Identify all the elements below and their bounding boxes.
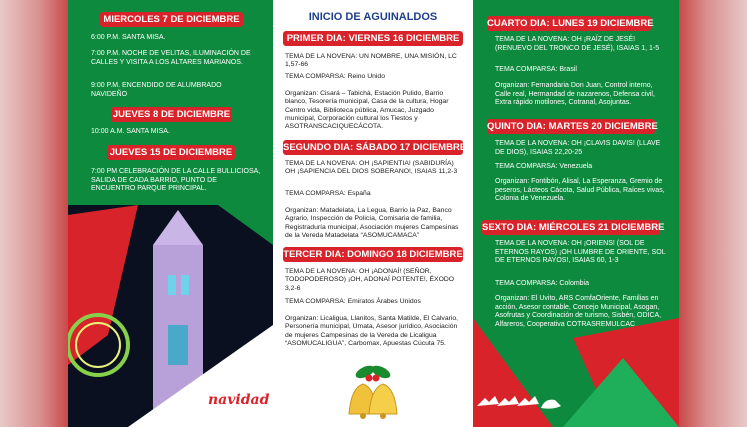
day-header-cuarto-dia: CUARTO DIA: LUNES 19 DICIEMBRE	[487, 18, 654, 29]
navidad-text: navidad	[208, 392, 270, 408]
santa-sleigh-icon	[475, 388, 565, 414]
comparsa-theme: TEMA COMPARSA: España	[285, 190, 371, 197]
organizers: Organizan: Fontibón, Alisal, La Esperanza, Gremio de peseros, Lácteos Cácota, Salud Pública, Raíces vivas, Colonia de Venezuela.	[495, 178, 665, 203]
novena-theme: TEMA DE LA NOVENA: UN NOMBRE, UNA MISIÓN, LC 1,57-66	[285, 53, 457, 69]
novena-theme: TEMA DE LA NOVENA: OH ¡SAPIENTIA! (SABIDURÍA) OH ¡SAPIENCIA DEL DIOS SOBERANO!, ISAIAS 11,2-3	[285, 160, 458, 176]
organizers: Organizan: Cisará – Tabichá, Estación Pulido, Barrio blanco, Tesorería municipal, Casa de la cultura, Hogar Centro vida, Biblioteca pública, Amucac, Juzgado municipal, Corporación cultural los Tiestos y ASOTRANSCACIQUECÁCOTA.	[285, 90, 449, 131]
organizers: Organizan: Matadelata, La Legua, Barrio la Paz, Banco Agrario, Inspección de Policía, Comisaria de familia, Registraduría municipal, Asociación mujeres Campesinas de la Vereda Matadelata “ASOMUCAMACA”	[285, 207, 459, 239]
day-header-sexto-dia: SEXTO DIA: MIÉRCOLES 21 DICIEMBRE	[482, 222, 665, 233]
comparsa-theme: TEMA COMPARSA: Emiratos Árabes Unidos	[285, 298, 421, 305]
comparsa-theme: TEMA COMPARSA: Reino Unido	[285, 73, 385, 80]
novena-theme: TEMA DE LA NOVENA: OH ¡ORIENS! (SOL DE ETERNOS RAYOS) ¡OH LUMBRE DE ORIENTE, SOL DE ETERNOS RAYOS!, ISAIAS 60, 1-3	[495, 240, 666, 265]
middle-panel	[273, 0, 473, 427]
day-header-quinto-dia: QUINTO DIA: MARTES 20 DICIEMBRE	[487, 121, 658, 132]
day-header-miercoles-7: MIERCOLES 7 DE DICIEMBRE	[100, 12, 243, 27]
organizers: Organizan: Licaligua, Llanitos, Santa Matilde, El Calvario, Personería municipal, Umata, Asesor jurídico, Asociación de mujeres Campesinas de la Vereda de Licaligua “ASOMUCALIGUA”, Carbomax, Apuestas Cúcuta 75.	[285, 315, 459, 347]
day-header-segundo-dia: SEGUNDO DIA: SÁBADO 17 DICIEMBRE	[283, 142, 467, 153]
day-header-jueves-8: JUEVES 8 DE DICIEMBRE	[112, 109, 231, 120]
blurred-background-left	[0, 0, 68, 427]
event-line: 10:00 A.M. SANTA MISA.	[91, 128, 170, 135]
comparsa-theme: TEMA COMPARSA: Venezuela	[495, 163, 593, 170]
novena-theme: TEMA DE LA NOVENA: OH ¡RAÍZ DE JESÉ! (RENUEVO DEL TRONCO DE JESÉ), ISAIAS 1, 1-5	[495, 36, 660, 52]
blurred-background-right	[679, 0, 747, 427]
event-line: 7:00 P.M. NOCHE DE VELITAS, ILUMINACIÓN DE CALLES Y VISITA A LOS ALTARES MARIANOS.	[91, 50, 251, 66]
day-header-jueves-15: JUEVES 15 DE DICIEMBRE	[107, 145, 235, 160]
day-header-tercer-dia: TERCER DIA: DOMINGO 18 DICIEMBRE	[283, 249, 463, 260]
event-line: 9:00 P.M. ENCENDIDO DE ALUMBRADO NAVIDEÑO	[91, 82, 222, 98]
organizers: Organizan: Fernandaria Don Juan, Control interno, Calle real, Hermandad de nazarenos, Defensa civil, Extra rápido motilones, Cotranal, Asojuntas.	[495, 82, 655, 107]
comparsa-theme: TEMA COMPARSA: Colombia	[495, 280, 590, 287]
day-header-primer-dia: PRIMER DIA: VIERNES 16 DICIEMBRE	[283, 31, 463, 46]
event-line: 7:00 PM CELEBRACIÓN DE LA CALLE BULLICIOSA, SALIDA DE CADA BARRIO, PUNTO DE ENCUENTRO PARQUE PRINCIPAL.	[91, 168, 261, 193]
feliz-text: Feliz	[228, 376, 255, 389]
comparsa-theme: TEMA COMPARSA: Brasil	[495, 66, 577, 73]
left-panel	[68, 0, 273, 427]
page-title: INICIO DE AGUINALDOS	[308, 11, 438, 23]
novena-theme: TEMA DE LA NOVENA: OH ¡CLAVIS DAVIS! (LLAVE DE DIOS), ISAIAS 22,20-25	[495, 140, 661, 156]
christmas-bells-icon	[343, 364, 403, 422]
event-line: 6:00 P.M. SANTA MISA.	[91, 34, 166, 41]
novena-theme: TEMA DE LA NOVENA: OH ¡ADONAÍ! (SEÑOR, TODOPODEROSO) ¡OH, ADONAÍ POTENTE!, ÉXODO 3,2-6	[285, 268, 455, 292]
right-panel	[473, 0, 679, 427]
organizers: Organizan: El Uvito, ARS ComfaOriente, Familias en acción, Asesor contable, Concejo Municipal, Asogan, Asofrutas y Coordinación de turismo, Sisbén, ODICA, Alfareros, Cooperativa COTRASREMULCAC	[495, 295, 662, 328]
